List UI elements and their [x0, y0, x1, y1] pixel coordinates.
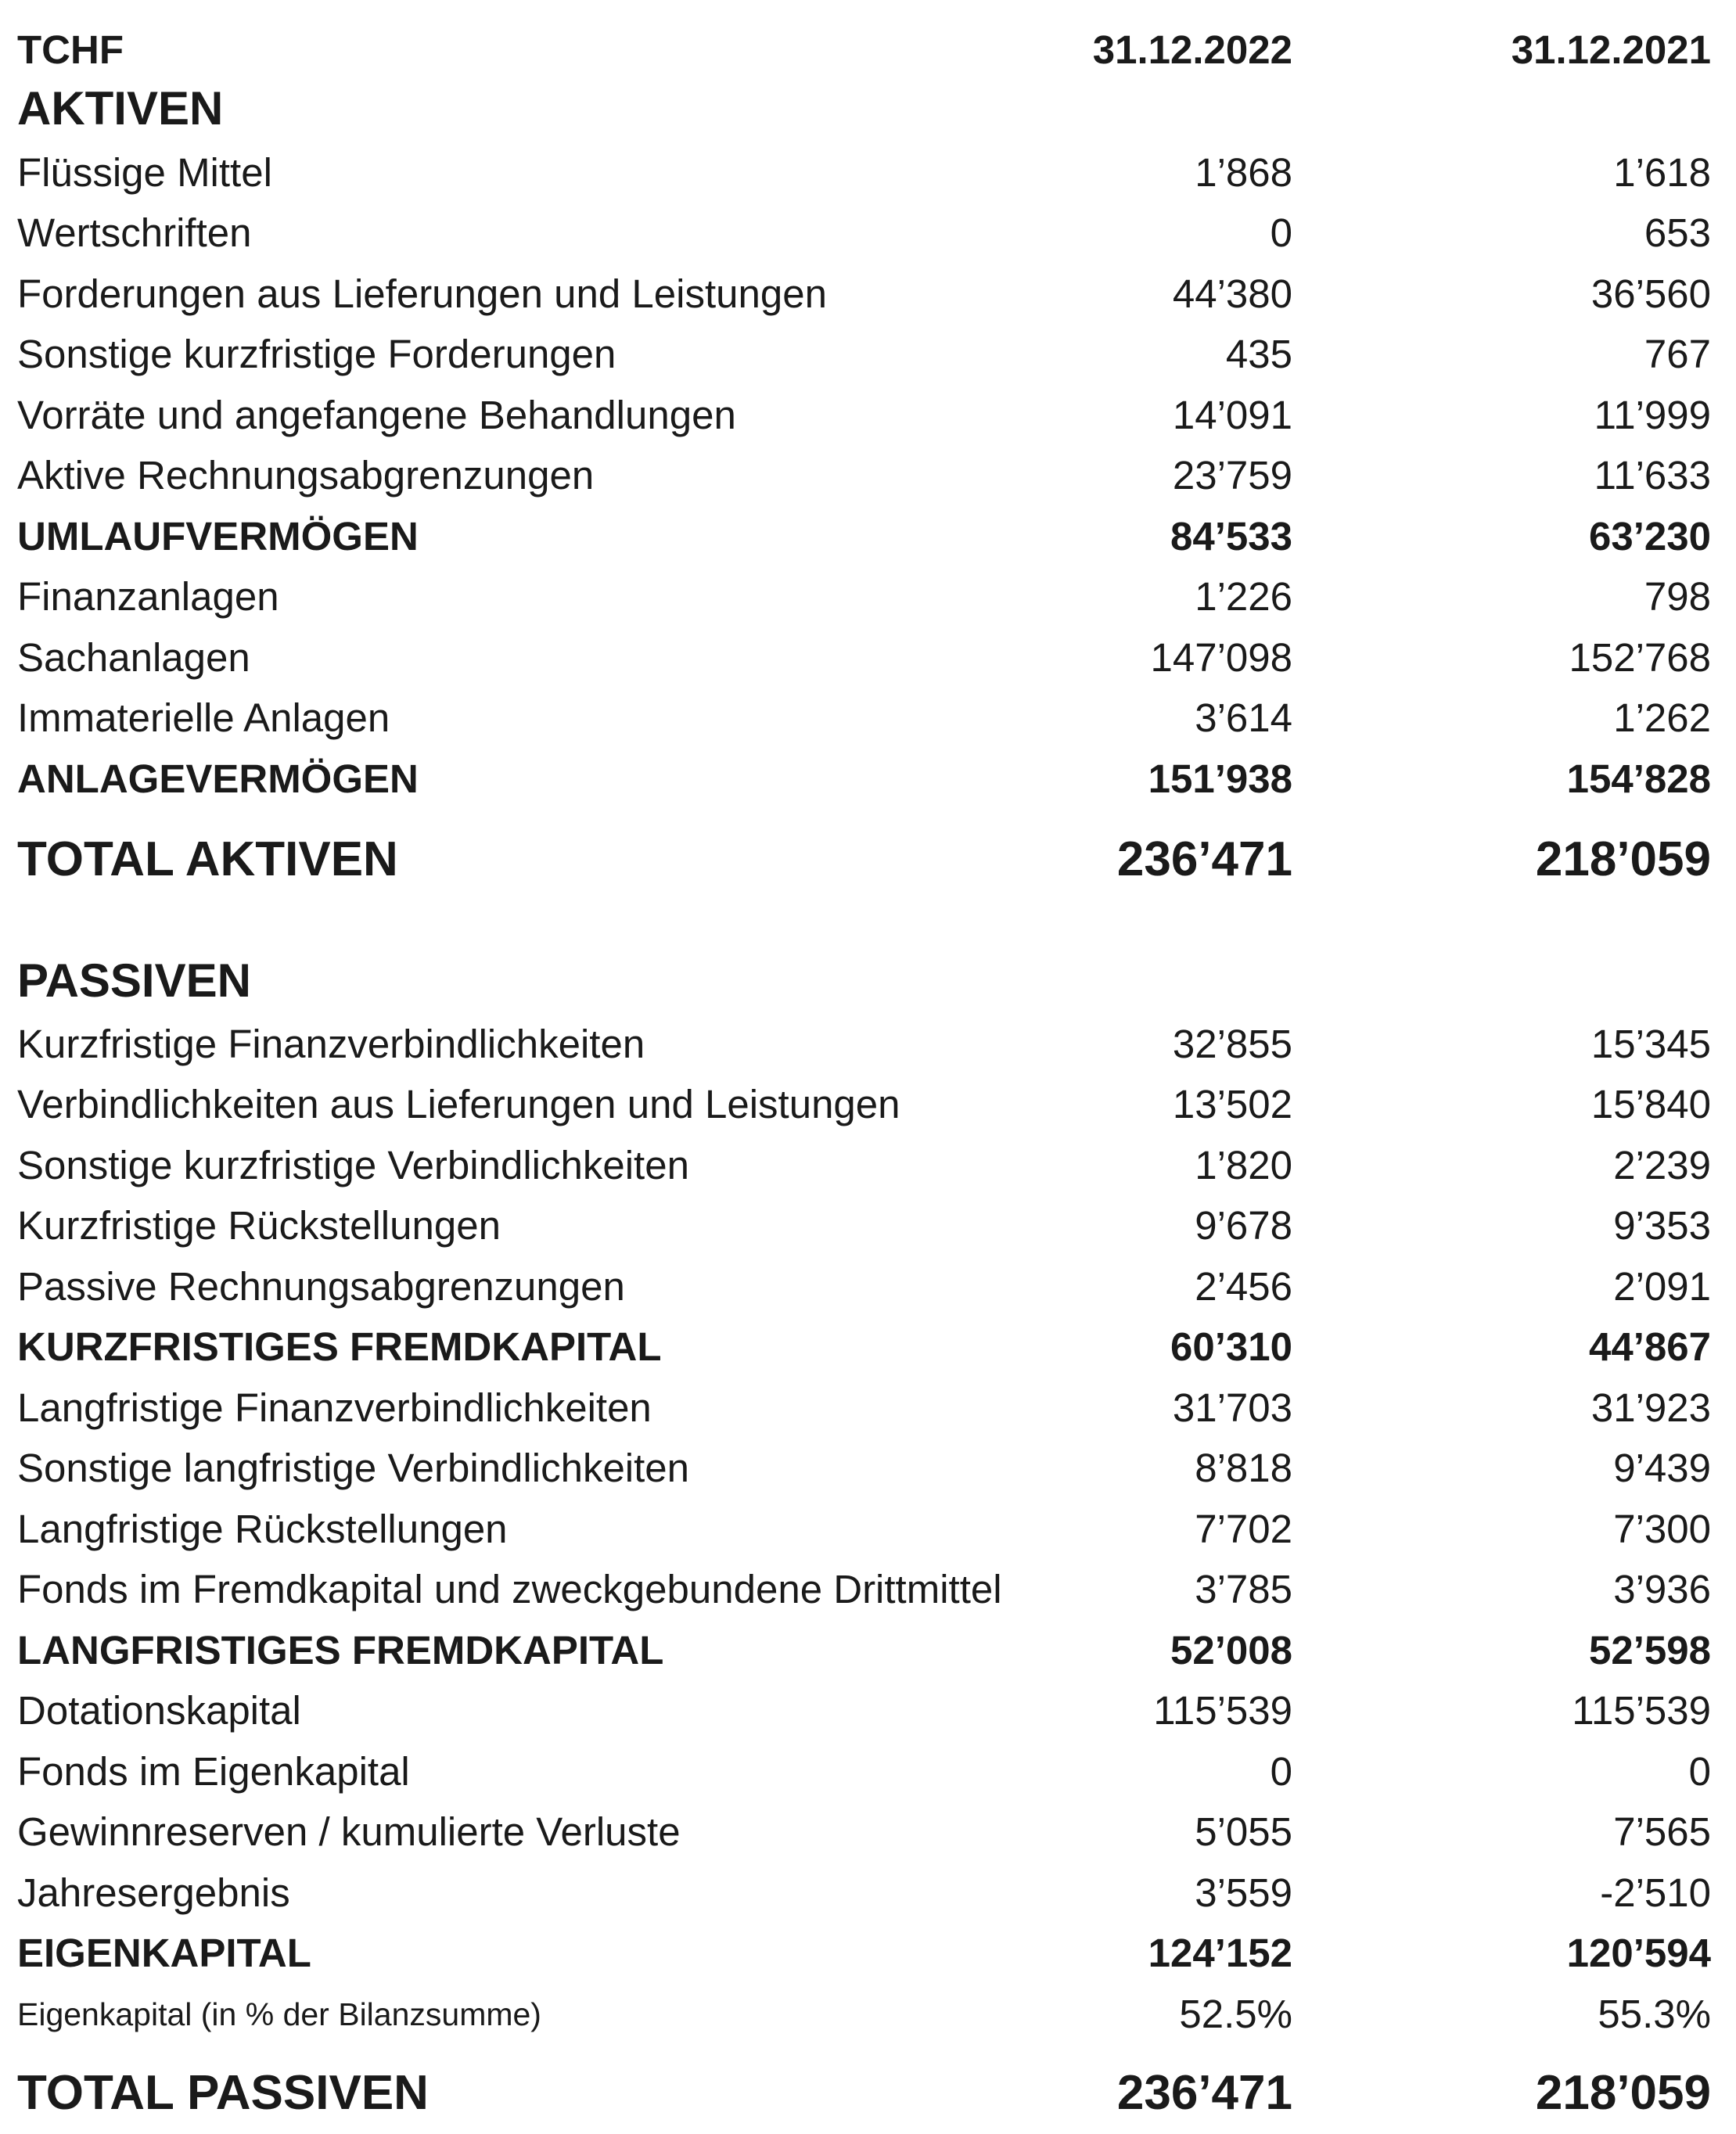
- unit-label: TCHF: [17, 27, 124, 72]
- column-header-2022: 31.12.2022: [1092, 27, 1292, 72]
- column-header-2021: 31.12.2021: [1511, 27, 1711, 72]
